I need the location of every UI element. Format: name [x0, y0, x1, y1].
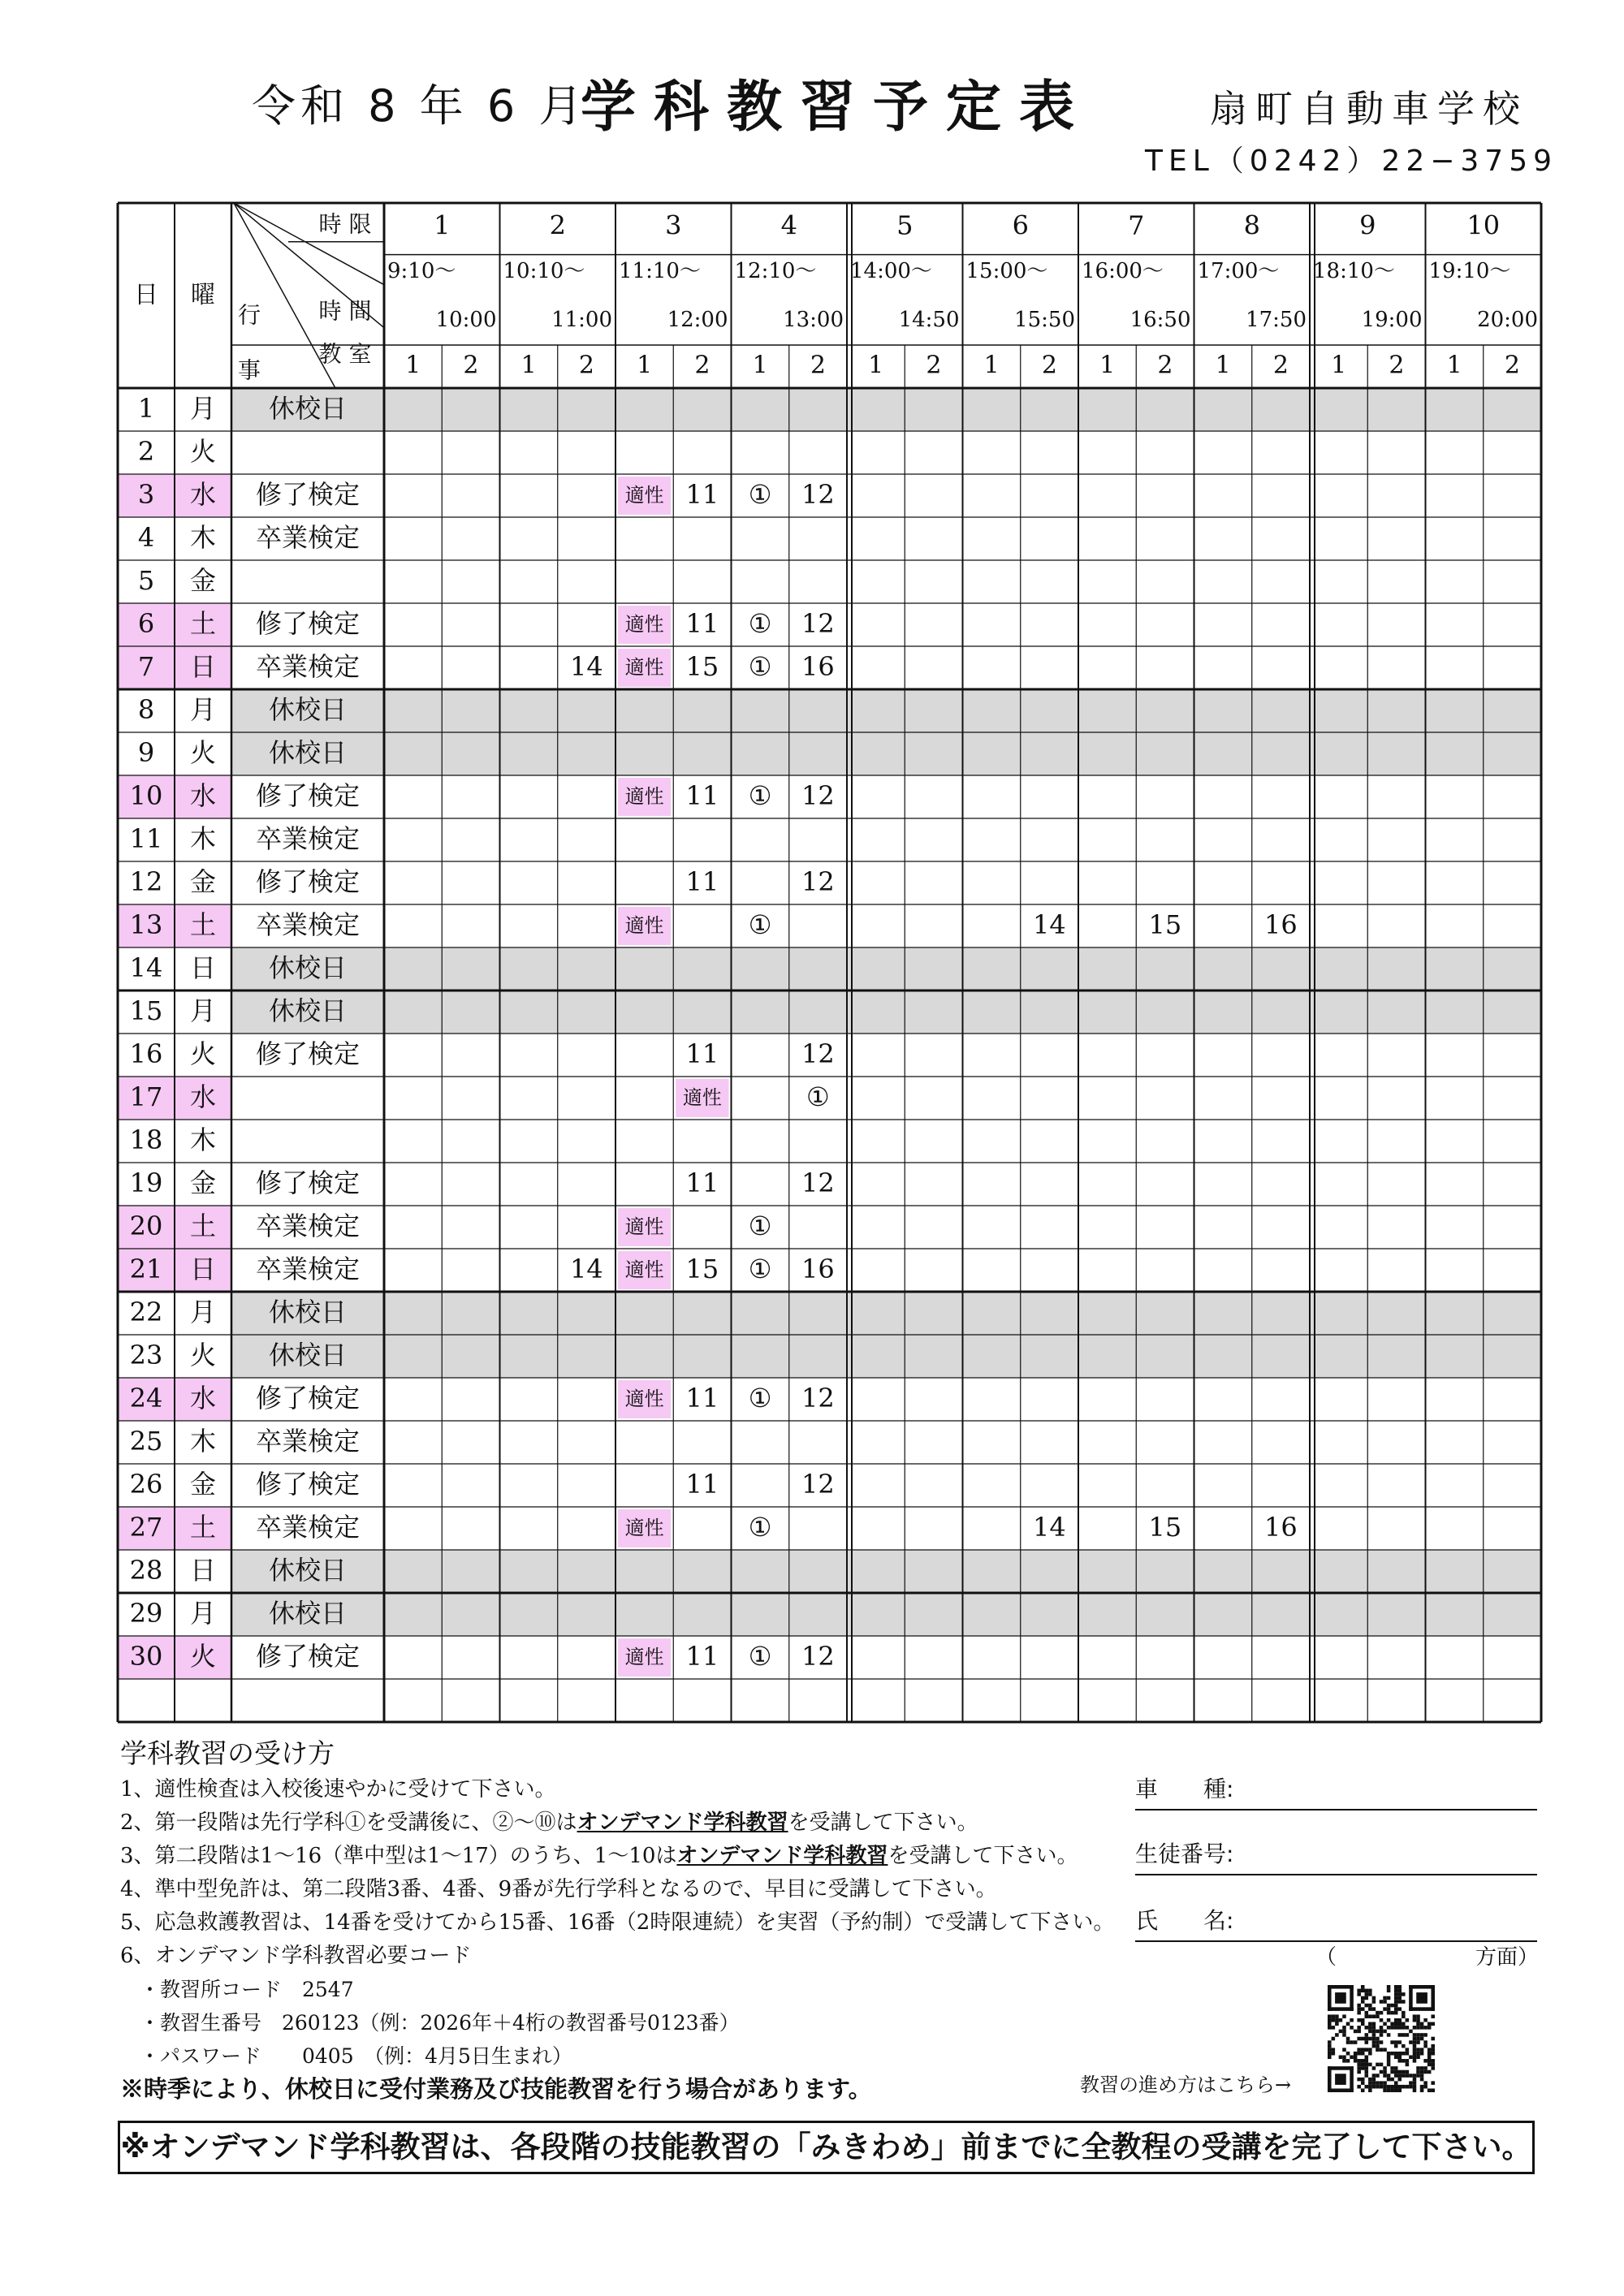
note-1: 1、適性検査は入校後速やかに受けて下さい。 — [120, 1777, 556, 1802]
weekday: 水 — [189, 780, 217, 811]
room-number: 1 — [1331, 351, 1347, 380]
area-field[interactable] — [1315, 1940, 1539, 1970]
day-event: 休校日 — [268, 737, 348, 768]
weekday: 日 — [189, 952, 217, 983]
holiday-row-shade — [231, 1550, 1541, 1593]
day-event: 休校日 — [268, 1598, 348, 1629]
note-2: 2、第一段階は先行学科①を受講後に、②〜⑩はオンデマンド学科教習を受講して下さい。 — [120, 1810, 978, 1835]
day-number: 16 — [129, 1038, 163, 1069]
period-number: 2 — [549, 209, 566, 241]
period-start-time: 14:00〜 — [850, 259, 932, 283]
holiday-warning: ※時季により、休校日に受付業務及び技能教習を行う場合があります。 — [120, 2075, 872, 2103]
aptitude-test-tag: 適性 — [624, 484, 664, 507]
day-event: 修了検定 — [255, 1038, 361, 1069]
day-event: 卒業検定 — [255, 823, 361, 854]
period-start-time: 12:10〜 — [734, 259, 817, 283]
lesson-number: 11 — [685, 1383, 719, 1413]
day-event: 修了検定 — [255, 608, 361, 639]
lesson-number: 14 — [1033, 909, 1066, 940]
lesson-number: 14 — [1033, 1512, 1066, 1543]
period-end-time: 14:50 — [898, 308, 960, 332]
lesson-number: ① — [806, 1081, 830, 1112]
header-wareki: 令和 8 年 6 月 — [252, 80, 588, 132]
lesson-number: 12 — [801, 479, 835, 510]
weekday: 日 — [189, 1555, 217, 1586]
code-school: ・教習所コード 2547 — [140, 1978, 354, 2001]
period-number: 8 — [1243, 209, 1260, 241]
lesson-number: 16 — [801, 651, 835, 682]
school-name: 扇町自動車学校 — [1210, 87, 1528, 131]
room-number: 1 — [983, 351, 1000, 380]
period-end-time: 12:00 — [667, 308, 728, 332]
weekday: 日 — [189, 1254, 217, 1284]
day-event: 修了検定 — [255, 1167, 361, 1198]
area-close: 方面） — [1475, 1945, 1539, 1970]
day-number: 6 — [137, 608, 155, 639]
period-end-time: 10:00 — [435, 308, 497, 332]
lesson-number: ① — [748, 780, 772, 811]
lesson-number: 12 — [801, 1469, 835, 1500]
day-number: 19 — [129, 1167, 163, 1198]
lesson-number: ① — [748, 608, 772, 639]
day-event: 卒業検定 — [255, 909, 361, 940]
day-event: 卒業検定 — [255, 651, 361, 682]
aptitude-test-tag: 適性 — [624, 785, 664, 808]
holiday-row-shade — [231, 947, 1541, 990]
vehicle-type-label: 車 種: — [1135, 1776, 1234, 1802]
col-event-label-a: 行 — [237, 301, 261, 329]
aptitude-test-tag: 適性 — [624, 914, 664, 937]
day-number: 30 — [129, 1641, 163, 1672]
col-weekday-label: 曜 — [191, 281, 215, 309]
student-number-label: 生徒番号: — [1135, 1841, 1234, 1867]
holiday-row-shade — [231, 1292, 1541, 1335]
name-label: 氏 名: — [1135, 1907, 1234, 1934]
lesson-number: 12 — [801, 1038, 835, 1069]
room-number: 2 — [1041, 351, 1057, 380]
col-room-label: 教 室 — [318, 340, 372, 368]
day-number: 26 — [129, 1469, 163, 1500]
day-number: 4 — [137, 522, 155, 553]
code-password: ・パスワード 0405 （例：4月5日生まれ） — [140, 2044, 572, 2068]
lesson-number: 15 — [1148, 909, 1182, 940]
day-event: 休校日 — [268, 393, 348, 424]
day-event: 修了検定 — [255, 1383, 361, 1413]
lesson-number: ① — [748, 1641, 772, 1672]
aptitude-test-tag: 適性 — [624, 613, 664, 636]
lesson-number: 16 — [801, 1254, 835, 1284]
period-end-time: 16:50 — [1129, 308, 1191, 332]
weekday: 火 — [189, 436, 217, 467]
lesson-number: 15 — [685, 1254, 719, 1284]
period-start-time: 18:10〜 — [1313, 259, 1395, 283]
weekday: 月 — [189, 1598, 217, 1629]
period-start-time: 15:00〜 — [965, 259, 1048, 283]
weekday: 火 — [189, 1340, 217, 1370]
period-number: 4 — [780, 209, 797, 241]
room-number: 1 — [405, 351, 421, 380]
aptitude-test-tag: 適性 — [624, 1388, 664, 1410]
name-field[interactable] — [1135, 1903, 1537, 1942]
weekday: 土 — [189, 909, 217, 940]
period-number: 5 — [896, 209, 914, 241]
day-number: 23 — [129, 1340, 163, 1370]
lesson-number: 11 — [685, 608, 719, 639]
lesson-number: 14 — [570, 1254, 603, 1284]
day-number: 1 — [137, 393, 155, 424]
vehicle-type-field[interactable] — [1135, 1772, 1537, 1810]
lesson-number: 11 — [685, 866, 719, 897]
day-event: 修了検定 — [255, 1469, 361, 1500]
period-start-time: 17:00〜 — [1197, 259, 1280, 283]
day-event: 卒業検定 — [255, 1512, 361, 1543]
area-open: （ — [1315, 1945, 1337, 1970]
lesson-number: ① — [748, 651, 772, 682]
day-event: 修了検定 — [255, 780, 361, 811]
day-number: 5 — [137, 565, 155, 596]
period-end-time: 13:00 — [783, 308, 844, 332]
day-number: 25 — [129, 1426, 163, 1457]
lesson-number: 12 — [801, 780, 835, 811]
lesson-number: 12 — [801, 1383, 835, 1413]
day-number: 14 — [129, 952, 163, 983]
weekday: 木 — [189, 522, 217, 553]
room-number: 1 — [520, 351, 537, 380]
day-number: 28 — [129, 1555, 163, 1586]
weekday: 金 — [189, 1167, 217, 1198]
room-number: 1 — [637, 351, 653, 380]
weekday: 火 — [189, 737, 217, 768]
lesson-number: 12 — [801, 608, 835, 639]
student-number-field[interactable] — [1135, 1836, 1537, 1875]
room-number: 1 — [752, 351, 768, 380]
lesson-number: 16 — [1264, 909, 1298, 940]
weekday: 土 — [189, 1211, 217, 1241]
holiday-row-shade — [231, 732, 1541, 775]
lesson-number: ① — [748, 909, 772, 940]
lesson-number: ① — [748, 1512, 772, 1543]
day-number: 20 — [129, 1211, 163, 1241]
period-start-time: 19:10〜 — [1428, 259, 1511, 283]
lesson-number: 14 — [570, 651, 603, 682]
qr-caption: 教習の進め方はこちら→ — [1080, 2074, 1292, 2096]
holiday-row-shade — [231, 990, 1541, 1034]
col-day-label: 日 — [134, 281, 158, 309]
holiday-row-shade — [231, 689, 1541, 732]
day-number: 21 — [129, 1254, 163, 1284]
day-event: 休校日 — [268, 694, 348, 725]
room-number: 2 — [578, 351, 594, 380]
lesson-number: 11 — [685, 1469, 719, 1500]
day-number: 24 — [129, 1383, 163, 1413]
lesson-number: 11 — [685, 1641, 719, 1672]
day-number: 27 — [129, 1512, 163, 1543]
weekday: 水 — [189, 1081, 217, 1112]
day-event: 修了検定 — [255, 866, 361, 897]
room-number: 2 — [1157, 351, 1173, 380]
holiday-row-shade — [231, 1335, 1541, 1378]
room-number: 2 — [1504, 351, 1520, 380]
day-event: 休校日 — [268, 1297, 348, 1327]
weekday: 土 — [189, 1512, 217, 1543]
weekday: 水 — [189, 479, 217, 510]
period-end-time: 15:50 — [1014, 308, 1075, 332]
day-number: 17 — [129, 1081, 163, 1112]
weekday: 木 — [189, 1124, 217, 1155]
day-event: 休校日 — [268, 1340, 348, 1370]
period-end-time: 20:00 — [1477, 308, 1538, 332]
day-number: 13 — [129, 909, 163, 940]
col-period-label: 時 限 — [318, 210, 372, 238]
page-title: 学科教習予定表 — [581, 76, 1093, 140]
weekday: 月 — [189, 1297, 217, 1327]
weekday: 日 — [189, 651, 217, 682]
code-student: ・教習生番号 260123（例：2026年＋4桁の教習番号0123番） — [140, 2011, 740, 2035]
col-time-label: 時 間 — [318, 297, 372, 325]
aptitude-test-tag: 適性 — [624, 1517, 664, 1539]
weekday: 金 — [189, 565, 217, 596]
period-number: 1 — [434, 209, 451, 241]
period-end-time: 19:00 — [1361, 308, 1423, 332]
instructions — [120, 1734, 1127, 2106]
lesson-number: 15 — [1148, 1512, 1182, 1543]
weekday: 木 — [189, 1426, 217, 1457]
day-number: 2 — [137, 436, 155, 467]
day-event: 修了検定 — [255, 1641, 361, 1672]
room-number: 2 — [694, 351, 710, 380]
lesson-number: 11 — [685, 780, 719, 811]
note-4: 4、準中型免許は、第二段階3番、4番、9番が先行学科となるので、早目に受講して下さい。 — [120, 1877, 997, 1901]
note-3: 3、第二段階は1〜16（準中型は1〜17）のうち、1〜10はオンデマンド学科教習を受講して下さい。 — [120, 1844, 1078, 1868]
lesson-number: ① — [748, 479, 772, 510]
col-event-label-b: 事 — [237, 356, 261, 384]
weekday: 月 — [189, 995, 217, 1026]
qr-code-icon[interactable] — [1328, 1985, 1435, 2092]
holiday-row-shade — [231, 388, 1541, 431]
day-number: 22 — [129, 1297, 163, 1327]
aptitude-test-tag: 適性 — [624, 1258, 664, 1281]
lesson-number: 16 — [1264, 1512, 1298, 1543]
room-number: 1 — [868, 351, 884, 380]
lesson-number: 12 — [801, 1167, 835, 1198]
day-event: 卒業検定 — [255, 1426, 361, 1457]
weekday: 土 — [189, 608, 217, 639]
weekday: 火 — [189, 1641, 217, 1672]
period-start-time: 11:10〜 — [619, 259, 701, 283]
period-start-time: 9:10〜 — [387, 259, 456, 283]
day-number: 18 — [129, 1124, 163, 1155]
day-number: 15 — [129, 995, 163, 1026]
lesson-number: 12 — [801, 866, 835, 897]
lesson-number: 12 — [801, 1641, 835, 1672]
period-number: 10 — [1466, 209, 1501, 241]
aptitude-test-tag: 適性 — [682, 1086, 722, 1109]
holiday-row-shade — [231, 1593, 1541, 1636]
lesson-number: 11 — [685, 1167, 719, 1198]
day-event: 休校日 — [268, 952, 348, 983]
day-event: 休校日 — [268, 1555, 348, 1586]
aptitude-test-tag: 適性 — [624, 1215, 664, 1238]
period-start-time: 16:00〜 — [1082, 259, 1164, 283]
lesson-number: ① — [748, 1211, 772, 1241]
period-start-time: 10:10〜 — [503, 259, 585, 283]
lesson-number: ① — [748, 1383, 772, 1413]
room-number: 2 — [463, 351, 479, 380]
day-number: 29 — [129, 1598, 163, 1629]
school-tel: TEL（0242）22−3759 — [1145, 145, 1558, 178]
room-number: 2 — [1272, 351, 1289, 380]
room-number: 2 — [926, 351, 942, 380]
weekday: 月 — [189, 393, 217, 424]
lesson-number: 11 — [685, 479, 719, 510]
period-number: 7 — [1128, 209, 1145, 241]
room-number: 2 — [1389, 351, 1405, 380]
period-end-time: 11:00 — [551, 308, 612, 332]
instructions-heading: 学科教習の受け方 — [120, 1737, 335, 1769]
day-number: 9 — [137, 737, 155, 768]
room-number: 1 — [1099, 351, 1116, 380]
ondemand-notice: ※オンデマンド学科教習は、各段階の技能教習の「みきわめ」前までに全教程の受講を完了して下さい。 — [118, 2121, 1535, 2174]
day-number: 12 — [129, 866, 163, 897]
note-5: 5、応急救護教習は、14番を受けてから15番、16番（2時限連続）を実習（予約制）で受講して下さい。 — [120, 1910, 1115, 1935]
weekday: 火 — [189, 1038, 217, 1069]
weekday: 金 — [189, 1469, 217, 1500]
day-event: 卒業検定 — [255, 1211, 361, 1241]
day-number: 11 — [129, 823, 163, 854]
lesson-number: ① — [748, 1254, 772, 1284]
day-number: 3 — [137, 479, 155, 510]
day-event: 卒業検定 — [255, 522, 361, 553]
period-number: 6 — [1012, 209, 1029, 241]
day-event: 卒業検定 — [255, 1254, 361, 1284]
day-number: 10 — [129, 780, 163, 811]
period-number: 9 — [1359, 209, 1376, 241]
lesson-number: 15 — [685, 651, 719, 682]
lesson-number: 11 — [685, 1038, 719, 1069]
day-event: 修了検定 — [255, 479, 361, 510]
period-number: 3 — [665, 209, 682, 241]
period-end-time: 17:50 — [1246, 308, 1307, 332]
room-number: 1 — [1446, 351, 1462, 380]
aptitude-test-tag: 適性 — [624, 656, 664, 679]
weekday: 木 — [189, 823, 217, 854]
note-6: 6、オンデマンド学科教習必要コード — [120, 1944, 472, 1968]
day-event: 休校日 — [268, 995, 348, 1026]
weekday: 月 — [189, 694, 217, 725]
room-number: 2 — [810, 351, 826, 380]
weekday: 水 — [189, 1383, 217, 1413]
weekday: 金 — [189, 866, 217, 897]
day-number: 8 — [137, 694, 155, 725]
day-number: 7 — [137, 651, 155, 682]
room-number: 1 — [1215, 351, 1231, 380]
aptitude-test-tag: 適性 — [624, 1646, 664, 1668]
